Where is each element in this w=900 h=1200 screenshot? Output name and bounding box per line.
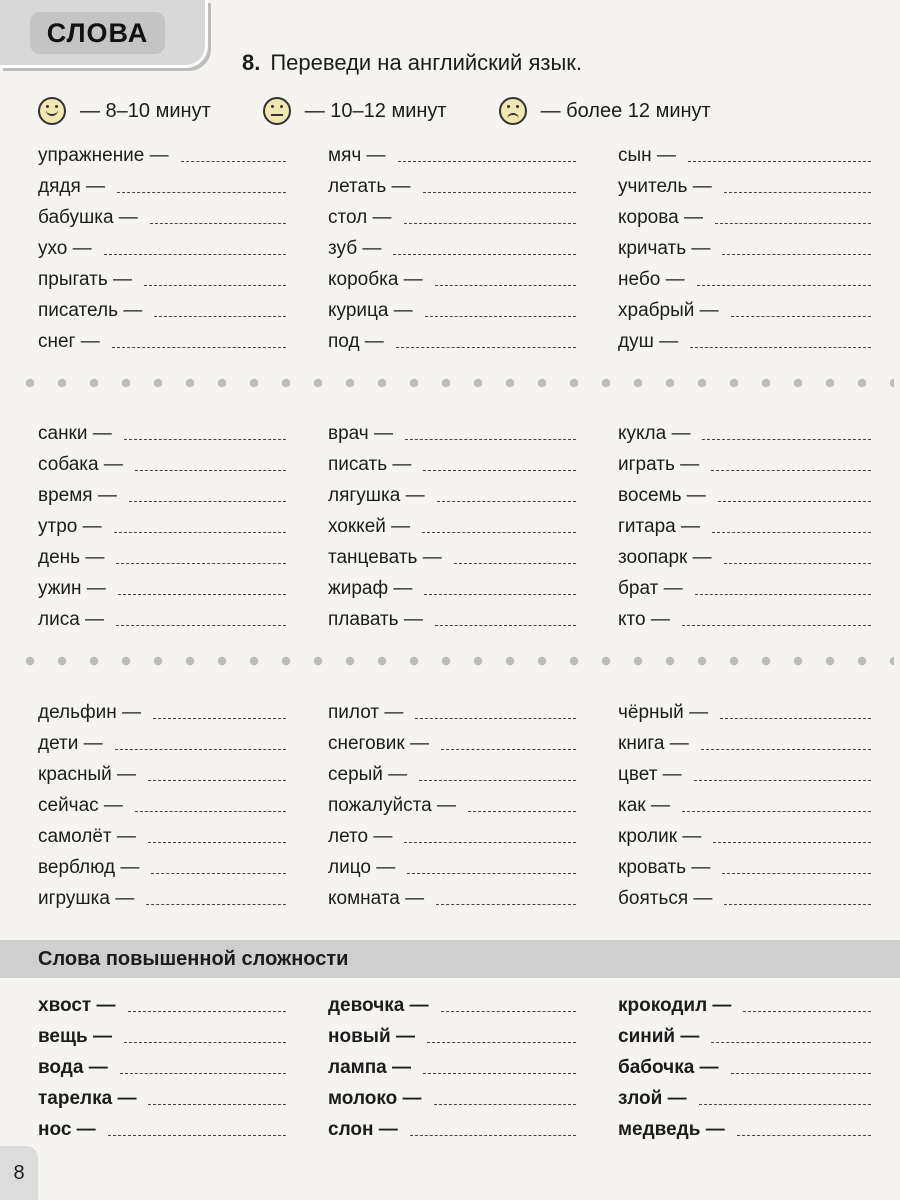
russian-word: новый — xyxy=(328,1025,415,1047)
word-row xyxy=(328,418,578,449)
answer-blank[interactable] xyxy=(405,439,576,440)
word-column xyxy=(38,418,288,635)
russian-word: серый — xyxy=(328,763,408,785)
russian-word: день — xyxy=(38,546,105,568)
russian-word: зоопарк — xyxy=(618,546,712,568)
russian-word: кролик — xyxy=(618,825,702,847)
russian-word: летать — xyxy=(328,175,411,197)
russian-word: лето — xyxy=(328,825,393,847)
russian-word: чёрный — xyxy=(618,701,709,723)
russian-word: цвет — xyxy=(618,763,682,785)
answer-blank[interactable] xyxy=(424,594,576,595)
russian-word: самолёт — xyxy=(38,825,136,847)
word-column xyxy=(618,990,873,1145)
page-number: 8 xyxy=(0,1146,38,1200)
answer-blank[interactable] xyxy=(124,439,286,440)
word-row xyxy=(618,326,873,357)
russian-word: игрушка — xyxy=(38,887,135,909)
russian-word: играть — xyxy=(618,453,700,475)
answer-blank[interactable] xyxy=(423,1073,576,1074)
word-row xyxy=(328,990,578,1021)
answer-blank[interactable] xyxy=(682,811,871,812)
word-row xyxy=(618,140,873,171)
russian-word: как — xyxy=(618,794,670,816)
russian-word: хвост — xyxy=(38,994,116,1016)
word-row xyxy=(38,140,288,171)
word-row xyxy=(328,449,578,480)
answer-blank[interactable] xyxy=(724,192,871,193)
answer-blank[interactable] xyxy=(124,1042,286,1043)
russian-word: стол — xyxy=(328,206,392,228)
word-row xyxy=(618,480,873,511)
answer-blank[interactable] xyxy=(104,254,286,255)
word-row xyxy=(328,511,578,542)
russian-word: сын — xyxy=(618,144,676,166)
answer-blank[interactable] xyxy=(114,532,286,533)
word-row xyxy=(618,542,873,573)
answer-blank[interactable] xyxy=(396,347,576,348)
word-row xyxy=(38,542,288,573)
word-block-2 xyxy=(38,418,878,638)
answer-blank[interactable] xyxy=(720,718,871,719)
answer-blank[interactable] xyxy=(724,904,871,905)
timing-legend xyxy=(38,96,838,126)
russian-word: кто — xyxy=(618,608,670,630)
word-row xyxy=(618,759,873,790)
answer-blank[interactable] xyxy=(711,1042,871,1043)
answer-blank[interactable] xyxy=(722,873,871,874)
russian-word: утро — xyxy=(38,515,102,537)
answer-blank[interactable] xyxy=(108,1135,286,1136)
russian-word: упражнение — xyxy=(38,144,169,166)
word-row xyxy=(328,140,578,171)
answer-blank[interactable] xyxy=(423,192,576,193)
task-number: 8. xyxy=(242,50,261,75)
word-column xyxy=(618,418,873,635)
word-row xyxy=(618,990,873,1021)
dotted-divider xyxy=(14,378,894,388)
answer-blank[interactable] xyxy=(116,625,286,626)
answer-blank[interactable] xyxy=(153,718,286,719)
word-row xyxy=(328,171,578,202)
word-row xyxy=(38,480,288,511)
answer-blank[interactable] xyxy=(718,501,871,502)
word-row xyxy=(618,295,873,326)
word-row xyxy=(38,202,288,233)
answer-blank[interactable] xyxy=(112,347,286,348)
word-row xyxy=(38,449,288,480)
word-row xyxy=(328,697,578,728)
answer-blank[interactable] xyxy=(436,904,576,905)
russian-word: гитара — xyxy=(618,515,701,537)
word-row xyxy=(328,295,578,326)
answer-blank[interactable] xyxy=(724,563,871,564)
answer-blank[interactable] xyxy=(441,1011,576,1012)
answer-blank[interactable] xyxy=(404,223,576,224)
hard-words-block xyxy=(38,990,878,1150)
word-row xyxy=(38,264,288,295)
word-row xyxy=(618,171,873,202)
russian-word: учитель — xyxy=(618,175,712,197)
word-column xyxy=(618,697,873,914)
answer-blank[interactable] xyxy=(146,904,286,905)
russian-word: дядя — xyxy=(38,175,106,197)
russian-word: курица — xyxy=(328,299,413,321)
answer-blank[interactable] xyxy=(701,749,871,750)
word-row xyxy=(38,604,288,635)
answer-blank[interactable] xyxy=(434,1104,576,1105)
word-row xyxy=(38,790,288,821)
answer-blank[interactable] xyxy=(128,1011,286,1012)
section-tab xyxy=(0,0,208,68)
dotted-divider xyxy=(14,656,894,666)
word-row xyxy=(618,449,873,480)
russian-word: прыгать — xyxy=(38,268,133,290)
russian-word: плавать — xyxy=(328,608,423,630)
russian-word: комната — xyxy=(328,887,425,909)
answer-blank[interactable] xyxy=(120,1073,286,1074)
russian-word: вещь — xyxy=(38,1025,112,1047)
word-row xyxy=(38,1114,288,1145)
answer-blank[interactable] xyxy=(695,594,871,595)
answer-blank[interactable] xyxy=(150,223,286,224)
word-row xyxy=(38,573,288,604)
word-row xyxy=(38,326,288,357)
answer-blank[interactable] xyxy=(731,1073,871,1074)
russian-word: ухо — xyxy=(38,237,92,259)
russian-word: душ — xyxy=(618,330,679,352)
russian-word: книга — xyxy=(618,732,689,754)
answer-blank[interactable] xyxy=(712,532,871,533)
russian-word: слон — xyxy=(328,1118,398,1140)
word-column xyxy=(38,697,288,914)
word-column xyxy=(38,140,288,357)
russian-word: сейчас — xyxy=(38,794,123,816)
russian-word: пожалуйста — xyxy=(328,794,456,816)
answer-blank[interactable] xyxy=(144,285,286,286)
hard-words-heading: Слова повышенной сложности xyxy=(0,940,900,978)
word-block-3 xyxy=(38,697,878,917)
answer-blank[interactable] xyxy=(419,780,576,781)
russian-word: коробка — xyxy=(328,268,423,290)
word-row xyxy=(328,542,578,573)
russian-word: кровать — xyxy=(618,856,711,878)
russian-word: танцевать — xyxy=(328,546,442,568)
word-row xyxy=(618,1021,873,1052)
answer-blank[interactable] xyxy=(116,563,286,564)
answer-blank[interactable] xyxy=(722,254,871,255)
russian-word: время — xyxy=(38,484,117,506)
russian-word: бабочка — xyxy=(618,1056,719,1078)
russian-word: синий — xyxy=(618,1025,700,1047)
word-row xyxy=(328,790,578,821)
word-row xyxy=(38,1083,288,1114)
answer-blank[interactable] xyxy=(148,780,286,781)
word-row xyxy=(38,233,288,264)
word-row xyxy=(328,480,578,511)
answer-blank[interactable] xyxy=(697,285,871,286)
word-row xyxy=(618,604,873,635)
russian-word: кричать — xyxy=(618,237,711,259)
russian-word: ужин — xyxy=(38,577,106,599)
russian-word: лягушка — xyxy=(328,484,425,506)
section-title: СЛОВА xyxy=(30,12,165,54)
answer-blank[interactable] xyxy=(425,316,576,317)
word-column xyxy=(328,990,578,1145)
russian-word: дельфин — xyxy=(38,701,142,723)
answer-blank[interactable] xyxy=(713,842,871,843)
russian-word: кукла — xyxy=(618,422,691,444)
answer-blank[interactable] xyxy=(148,1104,286,1105)
word-row xyxy=(38,821,288,852)
sad-face-icon xyxy=(499,97,527,125)
russian-word: бояться — xyxy=(618,887,713,909)
timing-medium: — 10–12 минут xyxy=(304,99,447,122)
word-row xyxy=(618,418,873,449)
answer-blank[interactable] xyxy=(423,470,576,471)
smile-face-icon xyxy=(38,97,66,125)
russian-word: медведь — xyxy=(618,1118,725,1140)
answer-blank[interactable] xyxy=(410,1135,576,1136)
word-row xyxy=(618,728,873,759)
russian-word: лиса — xyxy=(38,608,105,630)
russian-word: хоккей — xyxy=(328,515,411,537)
russian-word: снеговик — xyxy=(328,732,429,754)
russian-word: бабушка — xyxy=(38,206,138,228)
word-column xyxy=(328,140,578,357)
answer-blank[interactable] xyxy=(404,842,576,843)
task-text: Переведи на английский язык. xyxy=(270,50,583,75)
russian-word: нос — xyxy=(38,1118,96,1140)
answer-blank[interactable] xyxy=(129,501,286,502)
russian-word: пилот — xyxy=(328,701,404,723)
word-row xyxy=(618,852,873,883)
answer-blank[interactable] xyxy=(682,625,871,626)
russian-word: под — xyxy=(328,330,384,352)
word-row xyxy=(38,852,288,883)
answer-blank[interactable] xyxy=(737,1135,871,1136)
word-row xyxy=(38,883,288,914)
russian-word: восемь — xyxy=(618,484,706,506)
answer-blank[interactable] xyxy=(398,161,576,162)
answer-blank[interactable] xyxy=(731,316,871,317)
word-row xyxy=(618,1052,873,1083)
answer-blank[interactable] xyxy=(690,347,871,348)
answer-blank[interactable] xyxy=(694,780,871,781)
russian-word: верблюд — xyxy=(38,856,140,878)
russian-word: тарелка — xyxy=(38,1087,137,1109)
word-column xyxy=(328,697,578,914)
russian-word: врач — xyxy=(328,422,393,444)
word-row xyxy=(328,1083,578,1114)
word-row xyxy=(328,821,578,852)
word-row xyxy=(618,511,873,542)
word-column xyxy=(618,140,873,357)
russian-word: корова — xyxy=(618,206,703,228)
answer-blank[interactable] xyxy=(468,811,576,812)
answer-blank[interactable] xyxy=(711,470,871,471)
russian-word: мяч — xyxy=(328,144,386,166)
russian-word: молоко — xyxy=(328,1087,422,1109)
russian-word: вода — xyxy=(38,1056,108,1078)
russian-word: лампа — xyxy=(328,1056,412,1078)
answer-blank[interactable] xyxy=(715,223,871,224)
word-row xyxy=(328,604,578,635)
russian-word: брат — xyxy=(618,577,683,599)
word-row xyxy=(328,1052,578,1083)
russian-word: небо — xyxy=(618,268,685,290)
word-row xyxy=(618,790,873,821)
word-row xyxy=(328,233,578,264)
russian-word: красный — xyxy=(38,763,136,785)
word-column xyxy=(328,418,578,635)
word-row xyxy=(38,418,288,449)
russian-word: злой — xyxy=(618,1087,687,1109)
answer-blank[interactable] xyxy=(135,811,286,812)
answer-blank[interactable] xyxy=(148,842,286,843)
word-row xyxy=(38,697,288,728)
answer-blank[interactable] xyxy=(688,161,871,162)
neutral-face-icon xyxy=(263,97,291,125)
timing-fast: — 8–10 минут xyxy=(80,99,211,122)
russian-word: санки — xyxy=(38,422,112,444)
answer-blank[interactable] xyxy=(437,501,576,502)
word-row xyxy=(328,264,578,295)
word-row xyxy=(618,883,873,914)
answer-blank[interactable] xyxy=(151,873,286,874)
word-row xyxy=(618,264,873,295)
answer-blank[interactable] xyxy=(422,532,576,533)
word-row xyxy=(618,202,873,233)
word-row xyxy=(618,821,873,852)
russian-word: лицо — xyxy=(328,856,396,878)
word-row xyxy=(618,1083,873,1114)
answer-blank[interactable] xyxy=(407,873,576,874)
russian-word: писатель — xyxy=(38,299,143,321)
word-row xyxy=(38,1021,288,1052)
word-row xyxy=(328,1114,578,1145)
word-row xyxy=(328,759,578,790)
word-row xyxy=(618,573,873,604)
answer-blank[interactable] xyxy=(427,1042,576,1043)
word-row xyxy=(618,697,873,728)
word-row xyxy=(328,852,578,883)
word-block-1 xyxy=(38,140,878,360)
russian-word: храбрый — xyxy=(618,299,719,321)
answer-blank[interactable] xyxy=(154,316,286,317)
word-row xyxy=(38,295,288,326)
word-row xyxy=(328,728,578,759)
word-row xyxy=(328,573,578,604)
russian-word: жираф — xyxy=(328,577,413,599)
answer-blank[interactable] xyxy=(181,161,286,162)
word-row xyxy=(328,202,578,233)
word-row xyxy=(328,883,578,914)
russian-word: девочка — xyxy=(328,994,429,1016)
word-row xyxy=(328,1021,578,1052)
word-row xyxy=(38,990,288,1021)
word-row xyxy=(38,171,288,202)
answer-blank[interactable] xyxy=(699,1104,871,1105)
answer-blank[interactable] xyxy=(435,285,576,286)
answer-blank[interactable] xyxy=(435,625,576,626)
word-row xyxy=(38,728,288,759)
word-row xyxy=(618,233,873,264)
word-column xyxy=(38,990,288,1145)
answer-blank[interactable] xyxy=(117,192,286,193)
answer-blank[interactable] xyxy=(135,470,286,471)
russian-word: писать — xyxy=(328,453,412,475)
russian-word: крокодил — xyxy=(618,994,732,1016)
timing-slow: — более 12 минут xyxy=(540,99,711,122)
word-row xyxy=(38,759,288,790)
answer-blank[interactable] xyxy=(743,1011,871,1012)
word-row xyxy=(38,511,288,542)
answer-blank[interactable] xyxy=(415,718,576,719)
task-heading xyxy=(242,50,582,76)
russian-word: дети — xyxy=(38,732,103,754)
word-row xyxy=(618,1114,873,1145)
answer-blank[interactable] xyxy=(118,594,286,595)
answer-blank[interactable] xyxy=(393,254,576,255)
word-row xyxy=(328,326,578,357)
answer-blank[interactable] xyxy=(115,749,286,750)
word-row xyxy=(38,1052,288,1083)
russian-word: снег — xyxy=(38,330,100,352)
answer-blank[interactable] xyxy=(454,563,576,564)
russian-word: зуб — xyxy=(328,237,382,259)
answer-blank[interactable] xyxy=(441,749,576,750)
russian-word: собака — xyxy=(38,453,123,475)
answer-blank[interactable] xyxy=(702,439,871,440)
